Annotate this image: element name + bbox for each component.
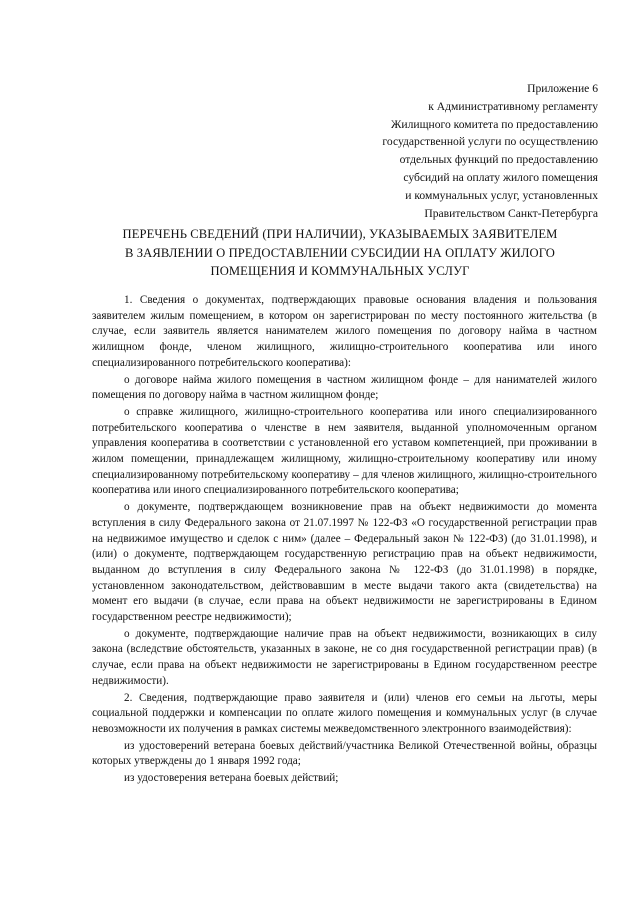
- appendix-line: отдельных функций по предоставлению: [399, 153, 598, 167]
- paragraph: о документе, подтверждающем возникновение прав на объект недвижимости до момента вступления в силу Федерального закона от 21.07.1997 № 122-ФЗ «О государственной регистрации прав на недвижимое имущество и сделок с ним» (далее – Федеральный закон № 122-ФЗ) (до 31.01.1998), и (или) о документе, подтверждающем государственную регистрацию прав на объект недвижимости, выданном до вступления в силу Федерального закона № 122-ФЗ (до 31.01.1998) в порядке, установленном законодательством, действовавшим в месте выдачи такого акта (свидетельства) на момент его выдачи (в случае, если права на объект недвижимости не зарегистрированы в Едином государственном реестре недвижимости);: [92, 501, 597, 624]
- paragraph-section-1: 1. Сведения о документах, подтверждающих правовые основания владения и пользования заявителем жилым помещением, в котором он зарегистрирован по месту постоянного жительства (в случае, если заявитель является нанимателем жилого помещения по договору найма в частном жилищном фонде, членом жилищного, жилищно-строительного кооператива или иного специализированного потребительского кооператива):: [92, 294, 597, 369]
- title-line: ПЕРЕЧЕНЬ СВЕДЕНИЙ (ПРИ НАЛИЧИИ), УКАЗЫВАЕМЫХ ЗАЯВИТЕЛЕМ: [122, 227, 558, 241]
- appendix-header: [308, 80, 598, 222]
- title-line: ПОМЕЩЕНИЯ И КОММУНАЛЬНЫХ УСЛУГ: [210, 264, 470, 278]
- appendix-line: Жилищного комитета по предоставлению: [390, 117, 598, 131]
- title-line: В ЗАЯВЛЕНИИ О ПРЕДОСТАВЛЕНИИ СУБСИДИИ НА ОПЛАТУ ЖИЛОГО: [125, 245, 555, 260]
- appendix-line: государственной услуги по осуществлению: [382, 135, 598, 149]
- appendix-line: и коммунальных услуг, установленных: [405, 188, 598, 202]
- appendix-line: Приложение 6: [527, 82, 598, 95]
- paragraph: из удостоверения ветерана боевых действий;: [124, 772, 339, 785]
- document-title: [90, 225, 590, 281]
- appendix-line: к Административному регламенту: [428, 99, 598, 113]
- document-body: [92, 293, 597, 788]
- paragraph: о документе, подтверждающие наличие прав на объект недвижимости, возникающих в силу закона (вследствие обстоятельств, указанных в законе, не со дня государственной регистрации прав) (в случае, если права на объект недвижимости не зарегистрированы в Едином государственном реестре недвижимости).: [92, 627, 597, 687]
- paragraph-section-2: 2. Сведения, подтверждающие право заявителя и (или) членов его семьи на льготы, меры социальной поддержки и компенсации по оплате жилого помещения и коммунальных услуг (в случае невозможности их получения в рамках системы межведомственного электронного взаимодействия):: [92, 691, 597, 735]
- paragraph: о справке жилищного, жилищно-строительного кооператива или иного специализированного потребительского кооператива о членстве в нем заявителя, выданной уполномоченным органом управления кооператива в соответствии с установленной его уставом компетенцией, при проживании в жилом помещении, принадлежащем жилищному, жилищно-строительному кооперативу или иному специализированному потребительскому кооперативу – для членов жилищного, жилищно-строительного кооператива или иного специализированного потребительского кооператива;: [92, 405, 597, 497]
- paragraph: из удостоверений ветерана боевых действий/участника Великой Отечественной войны, образцы которых утверждены до 1 января 1992 года;: [92, 739, 597, 768]
- appendix-line: субсидий на оплату жилого помещения: [403, 170, 598, 184]
- paragraph: о договоре найма жилого помещения в частном жилищном фонде – для нанимателей жилого помещения по договору найма в частном жилищном фонде;: [92, 373, 597, 402]
- appendix-line: Правительством Санкт-Петербурга: [424, 206, 598, 220]
